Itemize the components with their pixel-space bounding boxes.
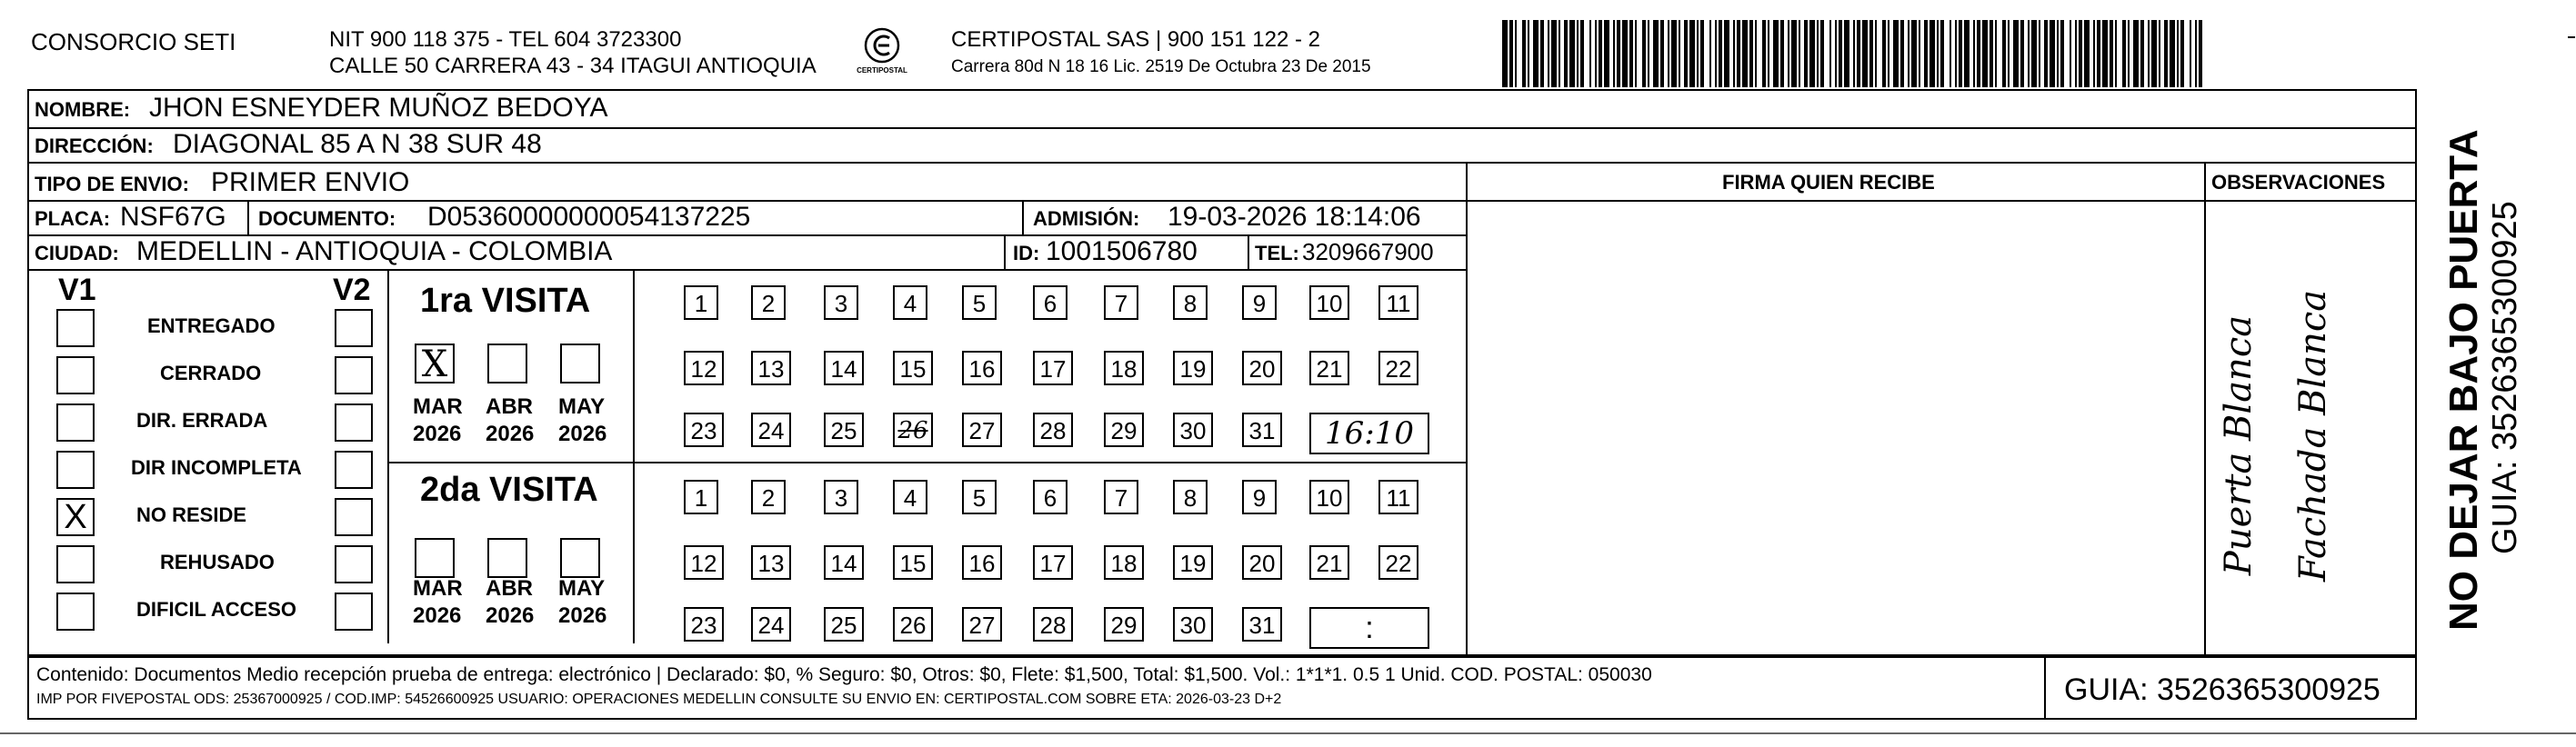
footer-line1: Contenido: Documentos Medio recepción prueba de entrega: electrónico | Declarado: $0, % Seguro: $0, Otros: $0, Flete: $1,500, Total: $1,500. Vol.: 1*1*1. 0.5 1 Unid. COD. POSTAL: 050030 (36, 664, 1652, 685)
barcode-bar (1697, 20, 1699, 87)
second-day-18[interactable]: 18 (1104, 545, 1144, 580)
v1-checkbox[interactable] (56, 451, 95, 489)
documento-value: D05360000000054137225 (427, 202, 751, 232)
barcode-bar (2057, 20, 2059, 87)
barcode-bar (2151, 20, 2157, 87)
barcode-bar (1642, 20, 1646, 87)
second-month-checkbox-mar[interactable] (415, 538, 455, 578)
status-label: NO RESIDE (136, 503, 247, 526)
year-label: 2026 (486, 422, 535, 446)
barcode-bar (1990, 20, 1993, 87)
barcode-bar (2079, 20, 2082, 87)
barcode-bar (1548, 20, 1549, 87)
first-day-19[interactable]: 19 (1173, 351, 1213, 385)
barcode-bar (2008, 20, 2010, 87)
second-day-12[interactable]: 12 (684, 545, 724, 580)
barcode-bar (2110, 20, 2113, 87)
barcode-bar (1799, 20, 1800, 87)
barcode-bar (2115, 20, 2117, 87)
second-month-checkbox-abr[interactable] (487, 538, 527, 578)
observations-handwriting (2204, 200, 2417, 654)
first-visit-time-field[interactable]: 16:10 (1309, 413, 1429, 454)
barcode-bar (1595, 20, 1597, 87)
v1-checkbox[interactable] (56, 403, 95, 442)
barcode-bar (1749, 20, 1753, 87)
barcode-bar (1857, 20, 1860, 87)
carrier-line1: CERTIPOSTAL SAS | 900 151 122 - 2 (951, 27, 1320, 52)
barcode-bar (1862, 20, 1868, 87)
first-month-checkbox-mar[interactable]: X (415, 344, 455, 383)
direccion-value: DIAGONAL 85 A N 38 SUR 48 (173, 129, 542, 159)
barcode-bar (1937, 20, 1939, 87)
v2-checkbox[interactable] (335, 356, 373, 394)
barcode-bar (1929, 20, 1935, 87)
side-notice: NO DEJAR BAJO PUERTA (2441, 129, 2486, 631)
first-day-14[interactable]: 14 (824, 351, 864, 385)
barcode-bar (1715, 20, 1717, 87)
second-day-22[interactable]: 22 (1378, 545, 1418, 580)
barcode-bar (2177, 20, 2179, 87)
barcode-bar (1853, 20, 1855, 87)
barcode-bar (2028, 20, 2030, 87)
barcode-bar (2148, 20, 2150, 87)
year-label: 2026 (413, 603, 462, 628)
first-day-11[interactable]: 11 (1378, 285, 1418, 320)
barcode-bar (1820, 20, 1824, 87)
barcode-bar (1589, 20, 1591, 87)
month-label: MAR (413, 576, 463, 601)
barcode-bar (1564, 20, 1568, 87)
first-day-23[interactable]: 23 (684, 413, 724, 447)
month-label: MAY (558, 576, 606, 601)
second-month-checkbox-may[interactable] (560, 538, 600, 578)
placa-label: PLACA: (35, 207, 111, 230)
observaciones-header: OBSERVACIONES (2211, 171, 2386, 194)
barcode-bar (1869, 20, 1873, 87)
barcode-bar (1924, 20, 1928, 87)
status-label: REHUSADO (160, 551, 275, 573)
first-day-18[interactable]: 18 (1104, 351, 1144, 385)
barcode-bar (1982, 20, 1988, 87)
first-day-31[interactable]: 31 (1242, 413, 1282, 447)
second-day-5[interactable]: 5 (962, 480, 997, 514)
barcode-bar (1509, 20, 1513, 87)
barcode-bar (2190, 20, 2191, 87)
second-day-7[interactable]: 7 (1104, 480, 1138, 514)
barcode-bar (2039, 20, 2040, 87)
barcode-bar (1955, 20, 1957, 87)
barcode-bar (1973, 20, 1975, 87)
second-day-29[interactable]: 29 (1104, 607, 1144, 642)
v1-checkbox[interactable] (56, 545, 95, 583)
second-day-3[interactable]: 3 (824, 480, 858, 514)
barcode-bar (1762, 20, 1766, 87)
v2-checkbox[interactable] (335, 593, 373, 631)
nombre-label: NOMBRE: (35, 98, 131, 121)
second-day-17[interactable]: 17 (1033, 545, 1073, 580)
barcode-bar (1635, 20, 1637, 87)
second-day-11[interactable]: 11 (1378, 480, 1418, 514)
admision-value: 19-03-2026 18:14:06 (1168, 202, 1421, 232)
barcode-bar (2093, 20, 2095, 87)
month-label: MAY (558, 394, 606, 419)
second-day-14[interactable]: 14 (824, 545, 864, 580)
first-day-4[interactable]: 4 (893, 285, 927, 320)
barcode-bar (2170, 20, 2175, 87)
id-value: 1001506780 (1046, 236, 1198, 266)
barcode-bar (2133, 20, 2139, 87)
status-label: CERRADO (160, 362, 262, 384)
barcode-bar (1839, 20, 1842, 87)
barcode-bar (1719, 20, 1722, 87)
id-label: ID: (1013, 242, 1040, 264)
barcode-bar (2140, 20, 2144, 87)
barcode-bar (1540, 20, 1544, 87)
status-label: DIFICIL ACCESO (136, 598, 297, 621)
second-day-8[interactable]: 8 (1173, 480, 1208, 514)
barcode-bar (1733, 20, 1735, 87)
barcode-bar (2031, 20, 2037, 87)
ciudad-label: CIUDAD: (35, 242, 119, 264)
v2-checkbox[interactable] (335, 451, 373, 489)
barcode-bar (1829, 20, 1831, 87)
first-day-28[interactable]: 28 (1033, 413, 1073, 447)
year-label: 2026 (413, 422, 462, 446)
nit-line: NIT 900 118 375 - TEL 604 3723300 (329, 27, 682, 52)
barcode-bar (1502, 20, 1508, 87)
second-day-21[interactable]: 21 (1309, 545, 1349, 580)
second-day-23[interactable]: 23 (684, 607, 724, 642)
barcode-bar (1768, 20, 1769, 87)
barcode-bar (1528, 20, 1529, 87)
second-day-20[interactable]: 20 (1242, 545, 1282, 580)
barcode-bar (1668, 20, 1669, 87)
first-day-21[interactable]: 21 (1309, 351, 1349, 385)
tipo-label: TIPO DE ENVIO: (35, 173, 189, 195)
second-day-25[interactable]: 25 (824, 607, 864, 642)
barcode-bar (1995, 20, 1997, 87)
first-day-26[interactable]: 26 (893, 413, 933, 447)
svg-text:CERTIPOSTAL: CERTIPOSTAL (857, 66, 907, 75)
barcode-bar (1700, 20, 1704, 87)
barcode-bar (1742, 20, 1748, 87)
barcode-bar (1569, 20, 1575, 87)
first-day-1[interactable]: 1 (684, 285, 718, 320)
first-day-2[interactable]: 2 (751, 285, 786, 320)
documento-label: DOCUMENTO: (258, 207, 396, 230)
nombre-value: JHON ESNEYDER MUÑOZ BEDOYA (149, 93, 608, 123)
barcode-bar (2013, 20, 2019, 87)
month-label: ABR (486, 576, 533, 601)
barcode-bar (1888, 20, 1889, 87)
barcode-bar (2084, 20, 2090, 87)
barcode-bar (1580, 20, 1584, 87)
month-label: MAR (413, 394, 463, 419)
second-visit-time-field[interactable]: : (1309, 607, 1429, 649)
barcode-bar (1653, 20, 1659, 87)
barcode-bar (2180, 20, 2184, 87)
barcode-bar (2199, 20, 2202, 87)
second-day-10[interactable]: 10 (1309, 480, 1349, 514)
barcode-bar (1940, 20, 1944, 87)
second-day-24[interactable]: 24 (751, 607, 791, 642)
first-day-13[interactable]: 13 (751, 351, 791, 385)
status-label: DIR. ERRADA (136, 409, 268, 432)
first-day-15[interactable]: 15 (893, 351, 933, 385)
barcode-bar (1950, 20, 1951, 87)
second-day-28[interactable]: 28 (1033, 607, 1073, 642)
barcode-bar (1599, 20, 1602, 87)
tel-label: TEL: (1255, 242, 1299, 264)
barcode-bar (1964, 20, 1970, 87)
first-day-25[interactable]: 25 (824, 413, 864, 447)
barcode-bar (2075, 20, 2077, 87)
status-label: ENTREGADO (147, 314, 276, 337)
side-guia: GUIA: 3526365300925 (2486, 201, 2524, 554)
barcode-bar (1622, 20, 1628, 87)
first-month-checkbox-abr[interactable] (487, 344, 527, 383)
barcode-bar (1559, 20, 1560, 87)
ciudad-value: MEDELLIN - ANTIOQUIA - COLOMBIA (136, 236, 613, 266)
first-day-27[interactable]: 27 (962, 413, 1002, 447)
first-day-22[interactable]: 22 (1378, 351, 1418, 385)
barcode-bar (2122, 20, 2126, 87)
second-day-4[interactable]: 4 (893, 480, 927, 514)
barcode-bar (1791, 20, 1797, 87)
v1-label: V1 (58, 273, 96, 307)
barcode-bar (1709, 20, 1711, 87)
tipo-value: PRIMER ENVIO (211, 167, 410, 197)
second-day-19[interactable]: 19 (1173, 545, 1213, 580)
barcode-bar (1900, 20, 1904, 87)
barcode-bar (1577, 20, 1579, 87)
v2-checkbox[interactable] (335, 545, 373, 583)
first-day-9[interactable]: 9 (1242, 285, 1277, 320)
barcode-bar (1648, 20, 1649, 87)
first-day-10[interactable]: 10 (1309, 285, 1349, 320)
barcode-bar (1522, 20, 1526, 87)
barcode-bar (1959, 20, 1962, 87)
barcode-bar (1755, 20, 1757, 87)
v1-checkbox[interactable] (56, 356, 95, 394)
barcode-bar (2050, 20, 2055, 87)
barcode-bar (1780, 20, 1784, 87)
v2-checkbox[interactable] (335, 309, 373, 347)
barcode-bar (1617, 20, 1620, 87)
barcode-bar (2097, 20, 2100, 87)
barcode-bar (1679, 20, 1680, 87)
company-name: CONSORCIO SETI (31, 28, 236, 55)
first-visit-title: 1ra VISITA (420, 282, 591, 320)
certipostal-logo (855, 25, 909, 80)
barcode-bar (1908, 20, 1909, 87)
barcode-bar (1660, 20, 1664, 87)
first-day-12[interactable]: 12 (684, 351, 724, 385)
status-label: DIR INCOMPLETA (131, 456, 302, 479)
barcode-bar (2102, 20, 2108, 87)
barcode-bar (1773, 20, 1779, 87)
second-day-6[interactable]: 6 (1033, 480, 1067, 514)
barcode-bar (2020, 20, 2024, 87)
barcode (1502, 20, 2202, 87)
footer-line2: IMP POR FIVEPOSTAL ODS: 25367000925 / COD.IMP: 54526600925 USUARIO: OPERACIONES MEDELLIN CONSULTE SU ENVIO EN: CERTIPOSTAL.COM SOBRE ETA: 2026-03-23 D+2 (36, 692, 1282, 707)
barcode-bar (1788, 20, 1789, 87)
v1-checkbox[interactable] (56, 309, 95, 347)
barcode-bar (1604, 20, 1609, 87)
barcode-bar (2060, 20, 2064, 87)
barcode-bar (1737, 20, 1740, 87)
v1-checkbox[interactable] (56, 593, 95, 631)
first-day-6[interactable]: 6 (1033, 285, 1067, 320)
second-day-27[interactable]: 27 (962, 607, 1002, 642)
first-day-29[interactable]: 29 (1104, 413, 1144, 447)
barcode-bar (1893, 20, 1899, 87)
barcode-bar (1875, 20, 1877, 87)
first-day-8[interactable]: 8 (1173, 285, 1208, 320)
first-day-30[interactable]: 30 (1173, 413, 1213, 447)
barcode-bar (1809, 20, 1815, 87)
firma-header: FIRMA QUIEN RECIBE (1722, 171, 1935, 194)
barcode-bar (2044, 20, 2048, 87)
v2-checkbox[interactable] (335, 498, 373, 536)
barcode-bar (2159, 20, 2160, 87)
barcode-bar (1689, 20, 1695, 87)
barcode-bar (1844, 20, 1849, 87)
barcode-bar (2128, 20, 2130, 87)
barcode-bar (1882, 20, 1886, 87)
month-label: ABR (486, 394, 533, 419)
barcode-bar (1533, 20, 1539, 87)
barcode-bar (1911, 20, 1917, 87)
barcode-bar (2195, 20, 2197, 87)
first-day-20[interactable]: 20 (1242, 351, 1282, 385)
year-label: 2026 (558, 603, 607, 628)
carrier-line2: Carrera 80d N 18 16 Lic. 2519 De Octubra 23 De 2015 (951, 57, 1371, 76)
second-day-16[interactable]: 16 (962, 545, 1002, 580)
v2-label: V2 (333, 273, 371, 307)
barcode-bar (1919, 20, 1920, 87)
second-day-26[interactable]: 26 (893, 607, 933, 642)
first-day-3[interactable]: 3 (824, 285, 858, 320)
barcode-bar (1817, 20, 1819, 87)
first-day-7[interactable]: 7 (1104, 285, 1138, 320)
barcode-bar (2070, 20, 2071, 87)
barcode-bar (1835, 20, 1837, 87)
address-line: CALLE 50 CARRERA 43 - 34 ITAGUI ANTIOQUIA (329, 54, 817, 78)
observation-note-1: Puerta Blanca (2218, 314, 2260, 576)
observation-note-2: Fachada Blanca (2292, 289, 2334, 582)
tel-value: 3209667900 (1302, 238, 1434, 265)
admision-label: ADMISIÓN: (1033, 207, 1140, 230)
barcode-bar (1629, 20, 1633, 87)
barcode-bar (1724, 20, 1729, 87)
first-day-17[interactable]: 17 (1033, 351, 1073, 385)
barcode-bar (2002, 20, 2006, 87)
barcode-bar (1804, 20, 1808, 87)
barcode-bar (1551, 20, 1557, 87)
second-visit-title: 2da VISITA (420, 471, 598, 509)
second-day-2[interactable]: 2 (751, 480, 786, 514)
first-month-checkbox-may[interactable] (560, 344, 600, 383)
first-day-16[interactable]: 16 (962, 351, 1002, 385)
direccion-label: DIRECCIÓN: (35, 134, 154, 157)
second-day-13[interactable]: 13 (751, 545, 791, 580)
footer-guia: GUIA: 3526365300925 (2064, 672, 2381, 707)
second-day-9[interactable]: 9 (1242, 480, 1277, 514)
barcode-bar (1515, 20, 1517, 87)
year-label: 2026 (486, 603, 535, 628)
first-day-5[interactable]: 5 (962, 285, 997, 320)
barcode-bar (1977, 20, 1980, 87)
first-day-24[interactable]: 24 (751, 413, 791, 447)
v2-checkbox[interactable] (335, 403, 373, 442)
barcode-bar (1613, 20, 1615, 87)
barcode-bar (2164, 20, 2168, 87)
second-day-15[interactable]: 15 (893, 545, 933, 580)
second-day-31[interactable]: 31 (1242, 607, 1282, 642)
barcode-bar (1671, 20, 1677, 87)
barcode-bar (1684, 20, 1688, 87)
placa-value: NSF67G (120, 202, 226, 232)
second-day-1[interactable]: 1 (684, 480, 718, 514)
v1-checkbox[interactable]: X (56, 498, 95, 536)
second-day-30[interactable]: 30 (1173, 607, 1213, 642)
year-label: 2026 (558, 422, 607, 446)
